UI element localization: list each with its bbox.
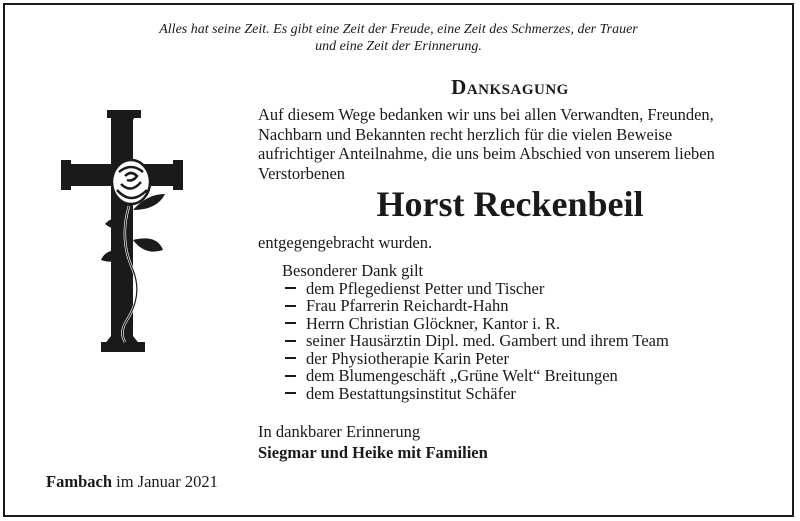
motto-line-1: Alles hat seine Zeit. Es gibt eine Zeit der Freude, eine Zeit des Schmerzes, der Trauer xyxy=(159,22,638,37)
list-item xyxy=(282,385,669,403)
place-town: Fambach xyxy=(46,472,112,491)
dash-icon xyxy=(285,392,296,394)
signers: Siegmar und Heike mit Familien xyxy=(258,443,488,462)
intro-line-1: Auf diesem Wege bedanken wir uns bei allen Verwandten, Freunden, xyxy=(258,105,714,124)
dash-icon xyxy=(285,322,296,324)
list-item-text: dem Pflegedienst Petter und Tischer xyxy=(306,278,545,298)
closing xyxy=(258,421,488,463)
obituary-notice xyxy=(3,3,794,517)
list-item xyxy=(282,350,669,368)
list-item-text: dem Blumengeschäft „Grüne Welt“ Breitungen xyxy=(306,366,618,385)
intro-text xyxy=(258,105,778,183)
place-date: im Januar 2021 xyxy=(116,472,218,491)
heading-danksagung: Danksagung xyxy=(451,75,569,99)
closing-line: In dankbarer Erinnerung xyxy=(258,422,421,441)
list-item-text: dem Bestattungsinstitut Schäfer xyxy=(306,383,516,403)
motto xyxy=(5,21,792,55)
list-item xyxy=(282,367,669,385)
list-item-text: Herrn Christian Glöckner, Kantor i. R. xyxy=(306,313,561,333)
intro-line-2: Nachbarn und Bekannten recht herzlich für die vielen Beweise xyxy=(258,124,673,144)
list-item xyxy=(282,297,669,315)
list-item xyxy=(282,315,669,333)
dash-icon xyxy=(285,305,296,307)
cross-with-rose-icon xyxy=(61,110,183,354)
dash-icon xyxy=(285,357,296,359)
dash-icon xyxy=(285,375,296,377)
list-item-text: Frau Pfarrerin Reichardt-Hahn xyxy=(306,296,509,315)
after-name-text: entgegengebracht wurden. xyxy=(258,233,433,252)
place-and-date xyxy=(46,472,218,492)
dash-icon xyxy=(285,340,296,342)
special-thanks-list xyxy=(282,280,669,403)
list-item xyxy=(282,332,669,350)
deceased-name: Horst Reckenbeil xyxy=(376,184,644,224)
special-thanks-title: Besonderer Dank gilt xyxy=(282,261,424,280)
motto-line-2: und eine Zeit der Erinnerung. xyxy=(315,39,482,54)
list-item-text: der Physiotherapie Karin Peter xyxy=(306,348,509,368)
special-thanks xyxy=(282,262,669,402)
list-item xyxy=(282,280,669,298)
list-item-text: seiner Hausärztin Dipl. med. Gambert und ihrem Team xyxy=(306,331,669,350)
intro-line-4: Verstorbenen xyxy=(258,163,346,183)
dash-icon xyxy=(285,287,296,289)
intro-line-3: aufrichtiger Anteilnahme, die uns beim Abschied von unserem lieben xyxy=(258,144,715,163)
